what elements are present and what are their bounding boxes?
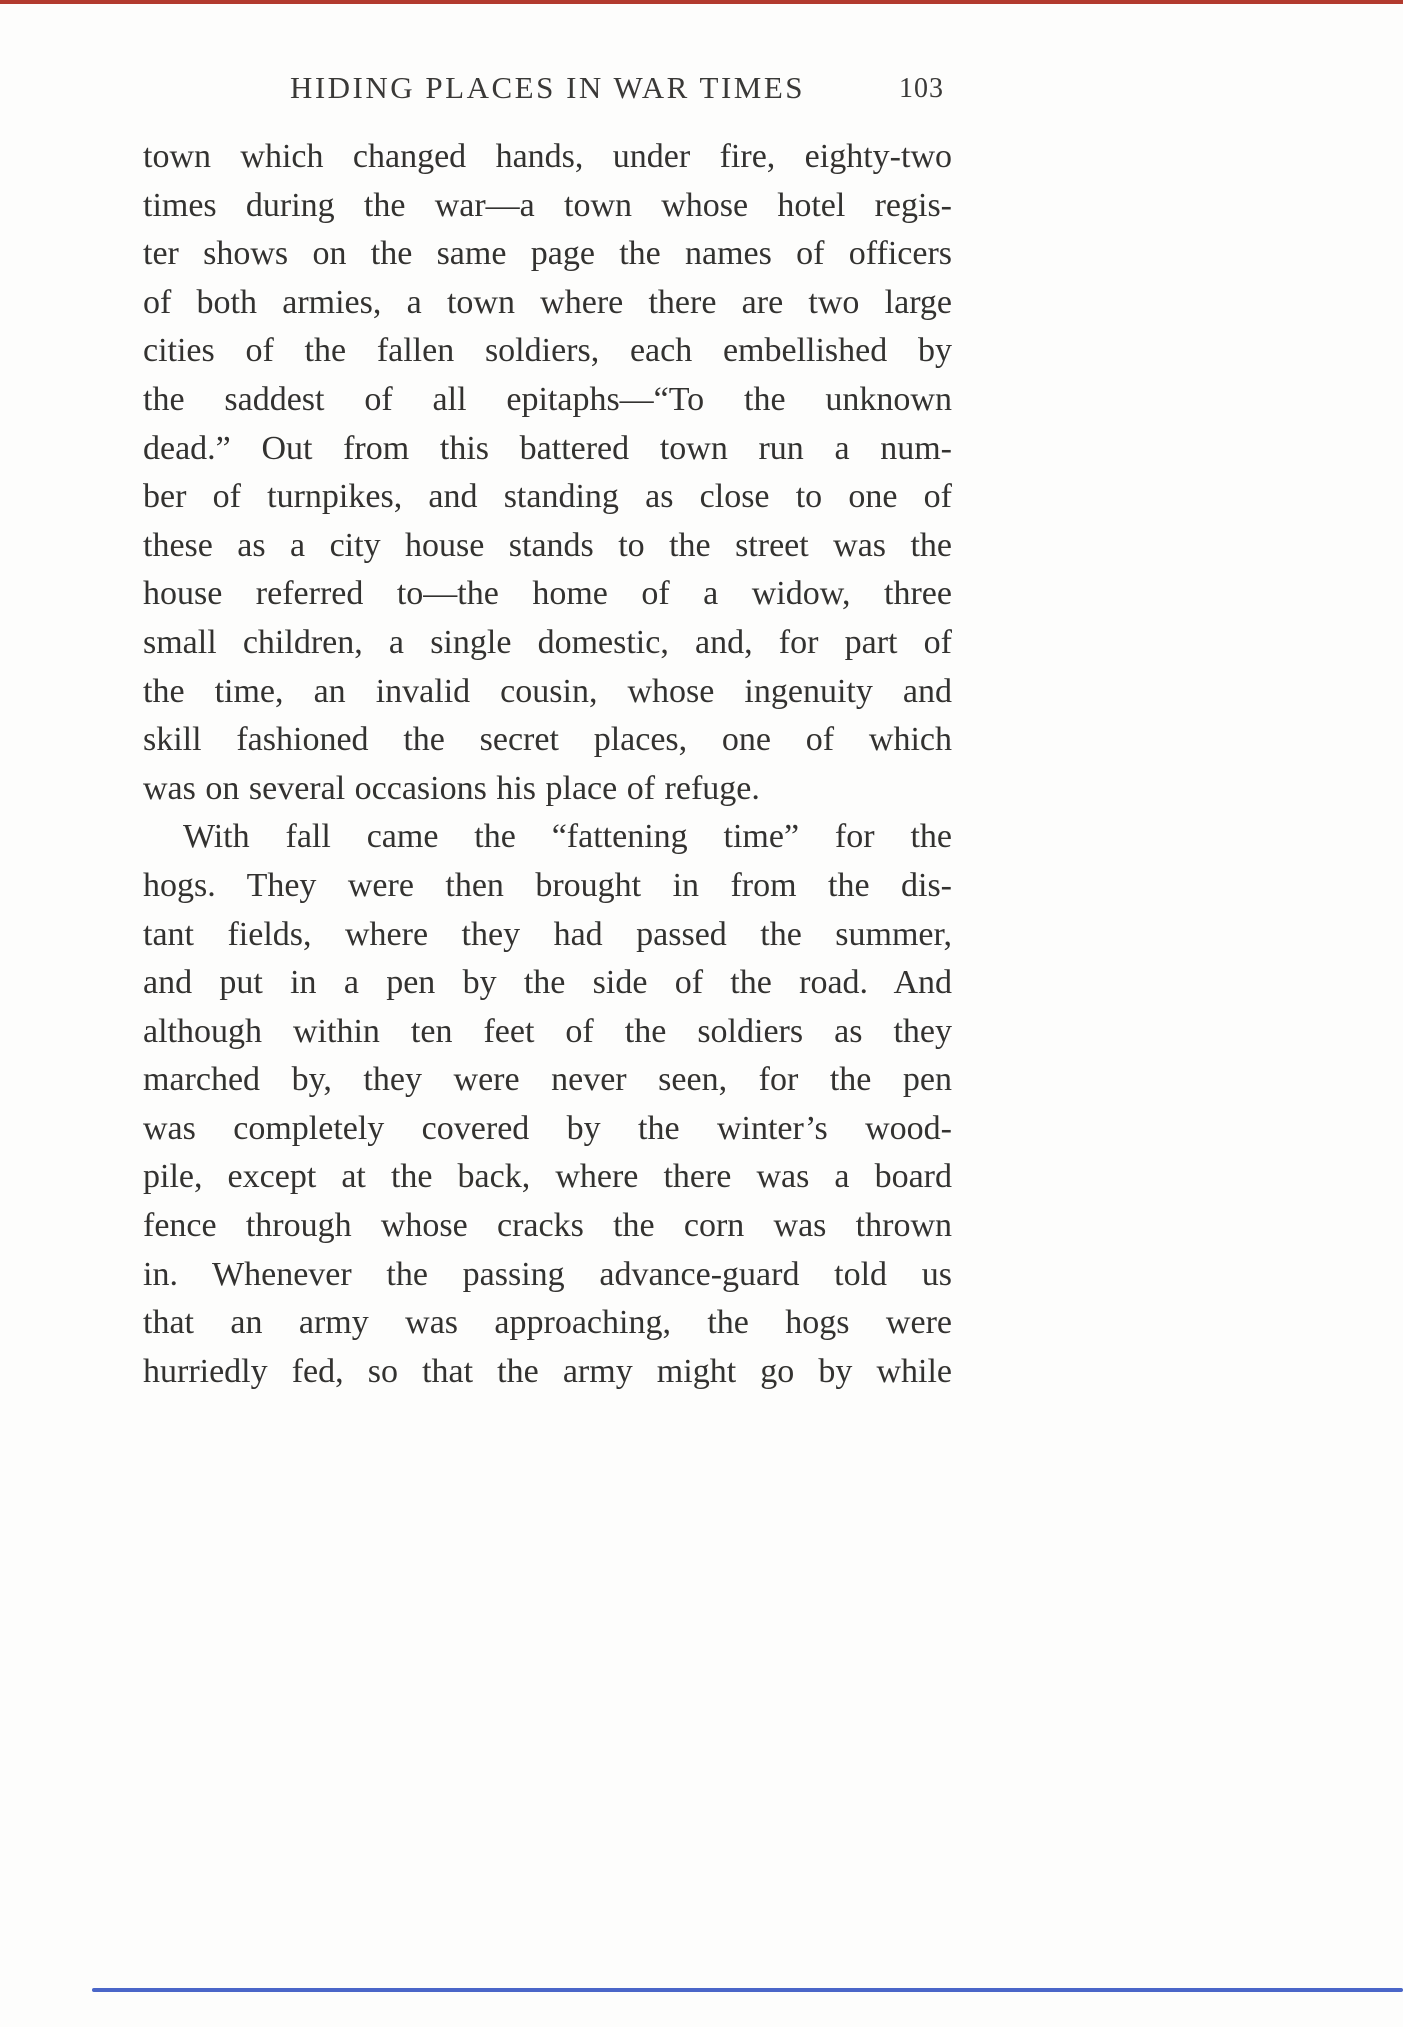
text-line: was on several occasions his place of refuge. [143,769,760,807]
text-line: the saddest of all epitaphs—“To the unknown [143,380,952,418]
text-line: skill fashioned the secret places, one of which [143,721,952,759]
text-line: was completely covered by the winter’s wood- [143,1109,952,1147]
text-line: ber of turnpikes, and standing as close to one of [143,478,952,516]
text-line: marched by, they were never seen, for the pen [143,1061,952,1099]
text-line: hurriedly fed, so that the army might go by while [143,1352,952,1390]
text-line: tant fields, where they had passed the summer, [143,915,952,953]
text-line: dead.” Out from this battered town run a num- [143,429,952,467]
text-line: hogs. They were then brought in from the dis- [143,866,952,904]
text-line: With fall came the “fattening time” for the [183,818,952,856]
text-line: of both armies, a town where there are two large [143,283,952,321]
text-line: town which changed hands, under fire, eighty-two [143,138,952,175]
text-line: fence through whose cracks the corn was thrown [143,1207,952,1245]
page-content [143,70,952,1396]
text-line: the time, an invalid cousin, whose ingenuity and [143,672,952,710]
text-line: times during the war—a town whose hotel regis- [143,186,952,224]
text-line: pile, except at the back, where there was a board [143,1158,952,1196]
text-line: house referred to—the home of a widow, three [143,575,952,613]
text-line: cities of the fallen soldiers, each embellished by [143,332,952,370]
running-header [143,70,952,108]
scan-artifact-top-line [0,0,1403,4]
page-number: 103 [899,73,944,104]
text-line: that an army was approaching, the hogs were [143,1304,952,1342]
text-line: these as a city house stands to the street was the [143,526,952,564]
text-line: in. Whenever the passing advance-guard told us [143,1255,952,1293]
text-line: ter shows on the same page the names of officers [143,235,952,273]
text-line: and put in a pen by the side of the road. And [143,964,952,1002]
text-line: although within ten feet of the soldiers as they [143,1012,952,1050]
text-line: small children, a single domestic, and, for part of [143,623,952,661]
scan-artifact-bottom-line [92,1988,1403,1992]
page-body [143,133,952,1396]
chapter-title: HIDING PLACES IN WAR TIMES [289,70,806,105]
